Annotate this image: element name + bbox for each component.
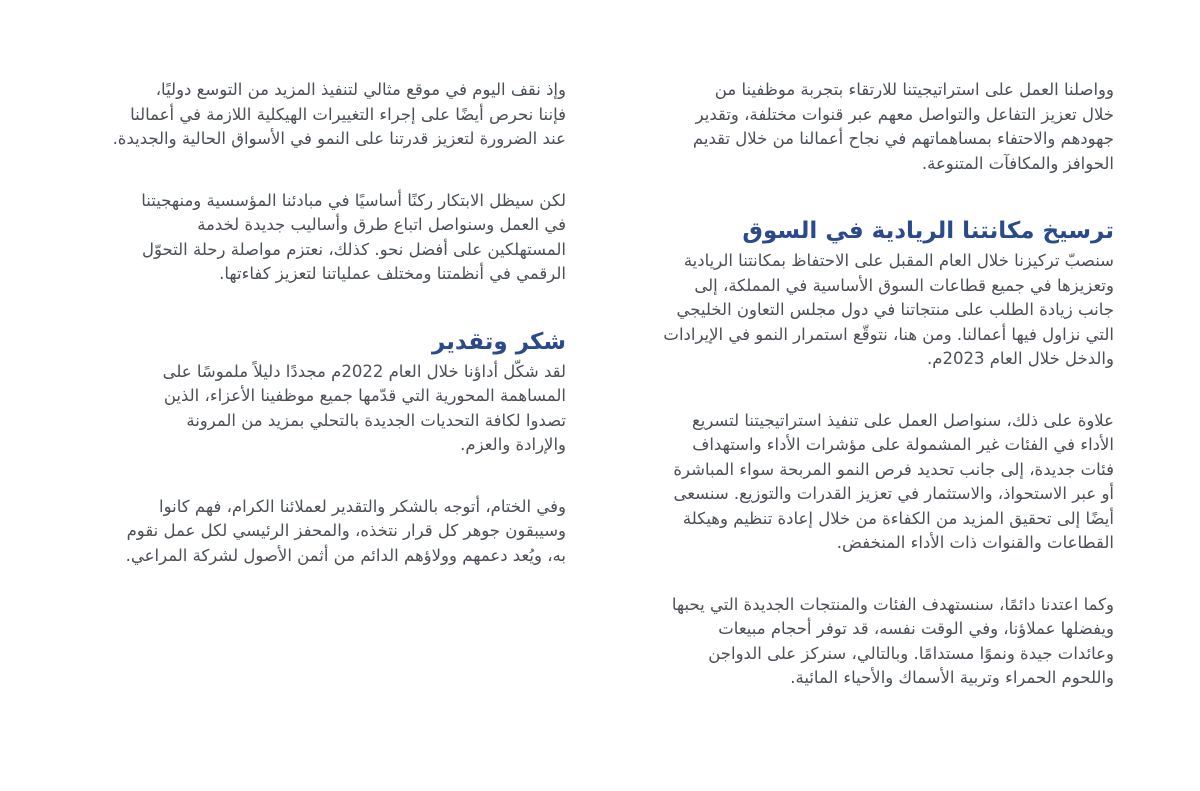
- text-line: جانب زيادة الطلب على منتجاتنا في دول مجلس التعاون الخليجي: [676, 300, 1114, 319]
- left-column: [46, 78, 566, 589]
- paragraph-innovation: [46, 189, 566, 287]
- text-line: لقد شكّل أداؤنا خلال العام 2022م مجددًا دليلاً ملموسًا على: [162, 361, 566, 381]
- text-line: والدخل خلال العام 2023م.: [927, 349, 1114, 368]
- text-line: وواصلنا العمل على استراتيجيتنا للارتقاء بتجربة موظفينا من: [714, 80, 1114, 99]
- text-line: التي نزاول فيها أعمالنا. ومن هنا، نتوقّع استمرار النمو في الإيرادات: [663, 324, 1114, 344]
- text-line: به، ويُعد دعمهم وولاؤهم الدائم من أثمن الأصول لشركة المراعي.: [125, 545, 566, 565]
- paragraph-international-expansion: [46, 78, 566, 152]
- text-line: ويفضلها عملاؤنا، وفي الوقت نفسه، قد توفر أحجام مبيعات: [718, 619, 1114, 638]
- text-line: سنصبّ تركيزنا خلال العام المقبل على الاحتفاظ بمكانتنا الريادية: [683, 251, 1114, 270]
- paragraph-performance-strategy: [594, 409, 1114, 556]
- text-line: فإننا نحرص أيضًا على إجراء التغييرات الهيكلية اللازمة في أعمالنا: [130, 104, 566, 124]
- text-line: المستهلكين على أفضل نحو. كذلك، نعتزم مواصلة رحلة التحوّل: [142, 239, 566, 259]
- text-line: والإرادة والعزم.: [460, 435, 566, 454]
- paragraph-new-categories: [594, 593, 1114, 691]
- text-line: علاوة على ذلك، سنواصل العمل على تنفيذ استراتيجيتنا لتسريع: [691, 410, 1114, 430]
- text-line: وسيبقون جوهر كل قرار نتخذه، والمحفز الرئيسي لكل عمل نقوم: [126, 521, 566, 540]
- text-line: المساهمة المحورية التي قدّمها جميع موظفينا الأعزاء، الذين: [163, 386, 566, 405]
- text-line: القطاعات والقنوات ذات الأداء المنخفض.: [836, 533, 1114, 552]
- text-line: وكما اعتدنا دائمًا، سنستهدف الفئات والمنتجات الجديدة التي يحبها: [671, 594, 1114, 614]
- text-line: وإذ نقف اليوم في موقع مثالي لتنفيذ المزيد من التوسع دوليًا،: [155, 80, 566, 99]
- paragraph-market-focus: [594, 249, 1114, 372]
- text-line: أيضًا إلى تحقيق المزيد من الكفاءة من خلال إعادة تنظيم وهيكلة: [682, 508, 1114, 528]
- text-line: جهودهم والاحتفاء بمساهماتهم في نجاح أعمالنا من خلال تقديم: [692, 129, 1114, 148]
- text-line: في العمل وسنواصل اتباع طرق وأساليب جديدة لخدمة: [197, 215, 566, 234]
- text-line: تصدوا لكافة التحديات الجديدة بالتحلي بمزيد من المرونة: [186, 410, 566, 430]
- text-line: فئات جديدة، إلى جانب تحديد فرص النمو المربحة سواء المباشرة: [673, 459, 1114, 479]
- text-line: أو عبر الاستحواذ، والاستثمار في تعزيز القدرات والتوزيع. سنسعى: [673, 484, 1114, 503]
- paragraph-employee-experience: [594, 78, 1114, 176]
- paragraph-employee-thanks: [46, 360, 566, 458]
- text-line: خلال تعزيز التفاعل والتواصل معهم عبر قنوات مختلفة، وتقدير: [695, 104, 1114, 124]
- text-line: وفي الختام، أتوجه بالشكر والتقدير لعملائنا الكرام، فهم كانوا: [159, 496, 566, 516]
- text-line: وعائدات جيدة ونموًا مستدامًا. وبالتالي، سنركز على الدواجن: [708, 643, 1114, 663]
- paragraph-customer-thanks: [46, 495, 566, 569]
- text-line: الرقمي في أنظمتنا ومختلف عملياتنا لتعزيز كفاءتها.: [219, 264, 566, 283]
- text-line: الأداء في الفئات غير المشمولة على مؤشرات الأداء واستهداف: [692, 435, 1114, 454]
- text-line: عند الضرورة لتعزيز قدرتنا على النمو في الأسواق الحالية والجديدة.: [112, 129, 566, 148]
- text-line: وتعزيزها في جميع قطاعات السوق الأساسية في المملكة، إلى: [694, 275, 1114, 295]
- text-line: الحوافز والمكافآت المتنوعة.: [921, 153, 1114, 173]
- section-heading-thanks: شكر وتقدير: [431, 328, 566, 355]
- right-column: [594, 78, 1114, 712]
- text-line: واللحوم الحمراء وتربية الأسماك والأحياء المائية.: [790, 668, 1114, 687]
- text-line: لكن سيظل الابتكار ركنًا أساسيًا في مبادئنا المؤسسية ومنهجيتنا: [141, 190, 566, 210]
- section-heading-market-leadership: ترسيخ مكانتنا الريادية في السوق: [742, 218, 1114, 244]
